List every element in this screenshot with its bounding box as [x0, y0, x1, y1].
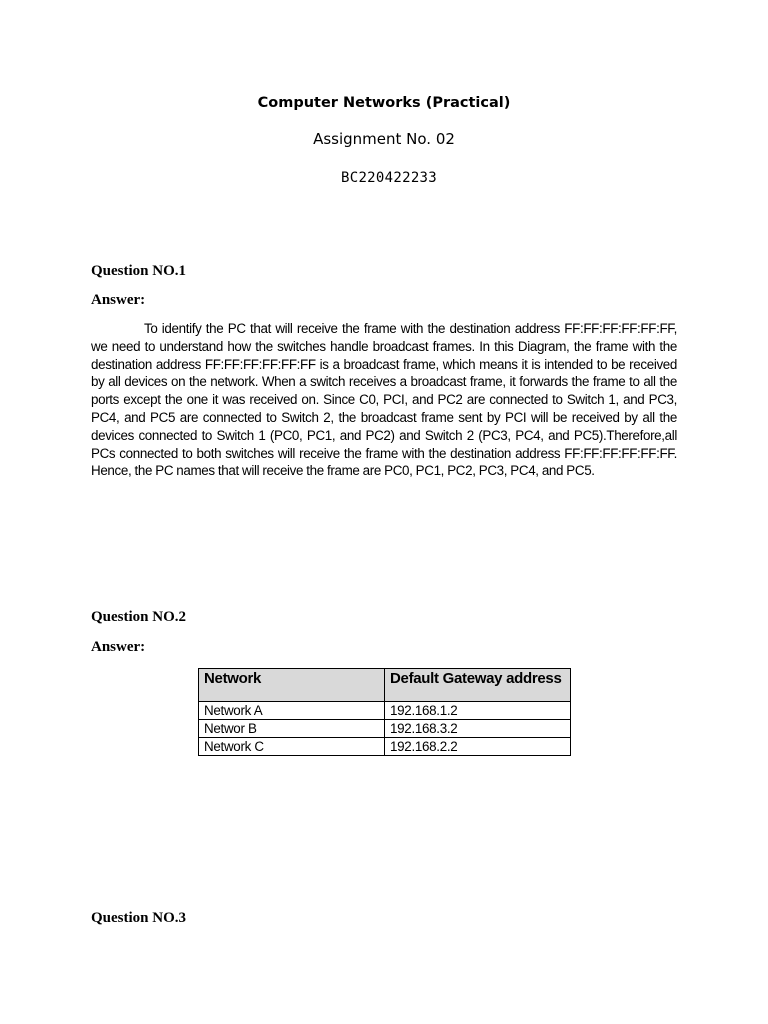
network-name-cell: Network A — [199, 702, 385, 720]
table-header-row — [199, 669, 571, 702]
question-1-answer-text: To identify the PC that will receive the frame with the destination address FF:FF:FF:FF:FF:FF, we need to understand how the switches handle broadcast frames. In this Diagram, the frame with the destination address FF:FF:FF:FF:FF:FF is a broadcast frame, which means it is intended to be received by all devices on the network. When a switch receives a broadcast frame, it forwards the frame to all the ports except the one it was received on. Since C0, PCI, and PC2 are connected to Switch 1, and PC3, PC4, and PC5 are connected to Switch 2, the broadcast frame sent by PCI will be received by all the devices connected to Switch 1 (PC0, PC1, and PC2) and Switch 2 (PC3, PC4, and PC5).Therefore,all PCs connected to both switches will receive the frame with the destination address FF:FF:FF:FF:FF:FF. Hence, the PC names that will receive the frame are PC0, PC1, PC2, PC3, PC4, and PC5. — [91, 321, 677, 479]
table-row — [199, 702, 571, 720]
table-header-network: Network — [199, 669, 385, 702]
gateway-address-cell: 192.168.1.2 — [385, 702, 571, 720]
table-row — [199, 738, 571, 756]
document-title: Computer Networks (Practical) — [257, 95, 511, 111]
student-id: BC220422233 — [340, 170, 438, 186]
gateway-table — [198, 668, 571, 756]
network-name-cell: Network C — [199, 738, 385, 756]
network-name-cell: Networ B — [199, 720, 385, 738]
gateway-address-cell: 192.168.3.2 — [385, 720, 571, 738]
table-row — [199, 720, 571, 738]
question-2-heading: Question NO.2 — [91, 609, 187, 625]
question-3-heading: Question NO.3 — [91, 910, 187, 926]
question-2-answer-label: Answer: — [91, 639, 146, 655]
assignment-number: Assignment No. 02 — [313, 130, 455, 148]
table-header-gateway: Default Gateway address — [385, 669, 571, 702]
gateway-address-cell: 192.168.2.2 — [385, 738, 571, 756]
question-1-heading: Question NO.1 — [91, 263, 187, 279]
question-1-answer-label: Answer: — [91, 292, 146, 308]
